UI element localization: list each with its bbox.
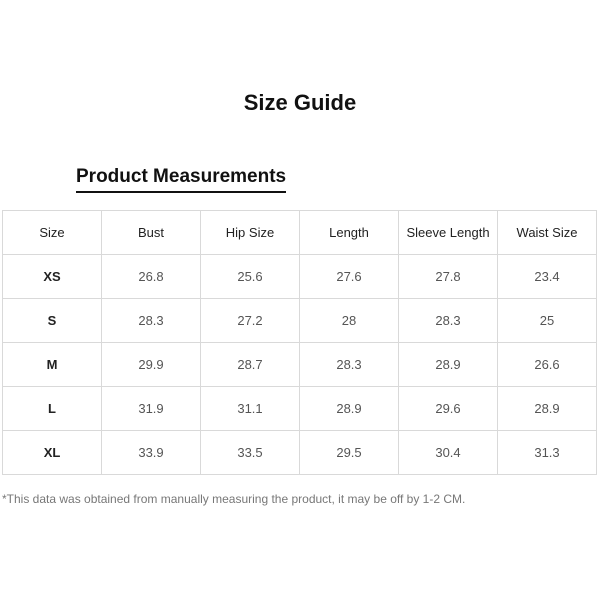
section-title: Product Measurements	[76, 165, 286, 193]
header-hip-size: Hip Size	[201, 211, 300, 255]
waist-size-cell: 26.6	[498, 343, 597, 387]
header-sleeve-length: Sleeve Length	[399, 211, 498, 255]
sleeve-length-cell: 30.4	[399, 431, 498, 475]
table-row	[3, 387, 597, 431]
length-cell: 29.5	[300, 431, 399, 475]
sleeve-length-cell: 27.8	[399, 255, 498, 299]
hip-size-cell: 28.7	[201, 343, 300, 387]
size-cell: XS	[3, 255, 102, 299]
bust-cell: 33.9	[102, 431, 201, 475]
header-waist-size: Waist Size	[498, 211, 597, 255]
header-bust: Bust	[102, 211, 201, 255]
length-cell: 27.6	[300, 255, 399, 299]
sleeve-length-cell: 29.6	[399, 387, 498, 431]
table-row	[3, 255, 597, 299]
table-row	[3, 343, 597, 387]
length-cell: 28.3	[300, 343, 399, 387]
table-header-row	[3, 211, 597, 255]
header-size: Size	[3, 211, 102, 255]
hip-size-cell: 25.6	[201, 255, 300, 299]
size-cell: S	[3, 299, 102, 343]
sleeve-length-cell: 28.3	[399, 299, 498, 343]
hip-size-cell: 31.1	[201, 387, 300, 431]
page-title: Size Guide	[243, 90, 357, 115]
hip-size-cell: 27.2	[201, 299, 300, 343]
measurements-table	[2, 210, 597, 475]
length-cell: 28.9	[300, 387, 399, 431]
size-cell: XL	[3, 431, 102, 475]
waist-size-cell: 31.3	[498, 431, 597, 475]
hip-size-cell: 33.5	[201, 431, 300, 475]
length-cell: 28	[300, 299, 399, 343]
waist-size-cell: 25	[498, 299, 597, 343]
table-row	[3, 299, 597, 343]
header-length: Length	[300, 211, 399, 255]
size-cell: L	[3, 387, 102, 431]
size-cell: M	[3, 343, 102, 387]
sleeve-length-cell: 28.9	[399, 343, 498, 387]
measurement-disclaimer: *This data was obtained from manually measuring the product, it may be off by 1-2 CM.	[2, 492, 466, 506]
bust-cell: 26.8	[102, 255, 201, 299]
bust-cell: 31.9	[102, 387, 201, 431]
waist-size-cell: 23.4	[498, 255, 597, 299]
bust-cell: 28.3	[102, 299, 201, 343]
waist-size-cell: 28.9	[498, 387, 597, 431]
table-row	[3, 431, 597, 475]
bust-cell: 29.9	[102, 343, 201, 387]
